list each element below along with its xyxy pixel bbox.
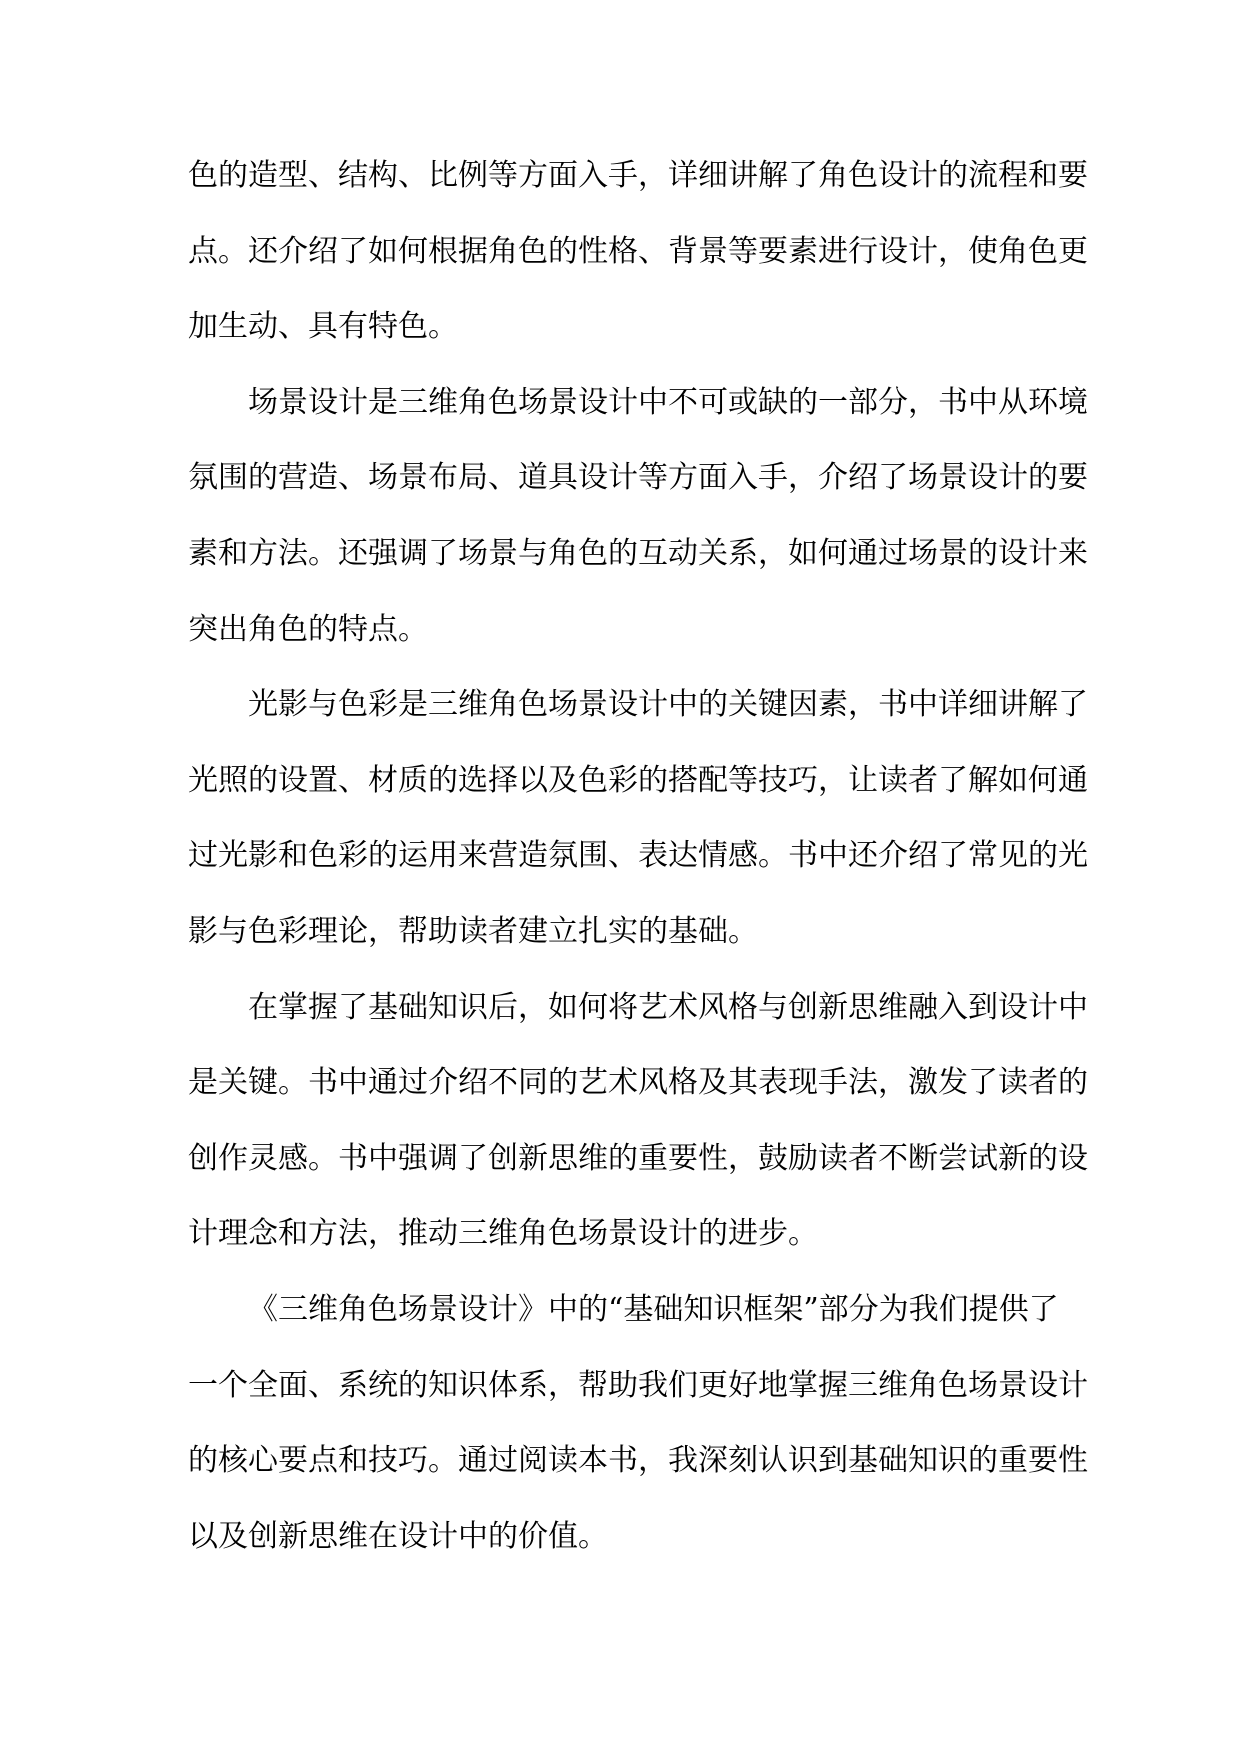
text-line: 突出角色的特点。	[188, 611, 428, 647]
text-line: 色的造型、结构、比例等方面入手，详细讲解了角色设计的流程和要	[188, 158, 1088, 193]
paragraph-light-and-color	[188, 667, 1088, 969]
paragraph-art-style-innovation	[188, 970, 1088, 1272]
text-line: 点。还介绍了如何根据角色的性格、背景等要素进行设计，使角色更	[188, 233, 1088, 269]
document-body	[188, 138, 1088, 1574]
paragraph-scene-design	[188, 365, 1088, 667]
text-line: 光照的设置、材质的选择以及色彩的搭配等技巧，让读者了解如何通	[188, 762, 1088, 798]
text-line: 创作灵感。书中强调了创新思维的重要性，鼓励读者不断尝试新的设	[188, 1140, 1088, 1176]
text-line: 的核心要点和技巧。通过阅读本书，我深刻认识到基础知识的重要性	[188, 1443, 1088, 1479]
text-line: 过光影和色彩的运用来营造氛围、表达情感。书中还介绍了常见的光	[188, 838, 1088, 874]
text-line: 《三维角色场景设计》中的“基础知识框架”部分为我们提供了	[248, 1291, 1059, 1327]
text-line: 素和方法。还强调了场景与角色的互动关系，如何通过场景的设计来	[188, 535, 1088, 571]
paragraph-character-design	[188, 138, 1088, 365]
paragraph-conclusion	[188, 1272, 1088, 1574]
text-line: 在掌握了基础知识后，如何将艺术风格与创新思维融入到设计中	[248, 989, 1088, 1025]
text-line: 氛围的营造、场景布局、道具设计等方面入手，介绍了场景设计的要	[188, 460, 1088, 496]
text-line: 场景设计是三维角色场景设计中不可或缺的一部分，书中从环境	[248, 384, 1088, 420]
text-line: 一个全面、系统的知识体系，帮助我们更好地掌握三维角色场景设计	[188, 1367, 1088, 1403]
text-line: 以及创新思维在设计中的价值。	[188, 1518, 608, 1554]
text-line: 加生动、具有特色。	[188, 309, 458, 345]
text-line: 计理念和方法，推动三维角色场景设计的进步。	[188, 1216, 818, 1252]
text-line: 是关键。书中通过介绍不同的艺术风格及其表现手法，激发了读者的	[188, 1065, 1088, 1101]
text-line: 影与色彩理论，帮助读者建立扎实的基础。	[188, 913, 758, 949]
text-line: 光影与色彩是三维角色场景设计中的关键因素，书中详细讲解了	[248, 687, 1088, 723]
